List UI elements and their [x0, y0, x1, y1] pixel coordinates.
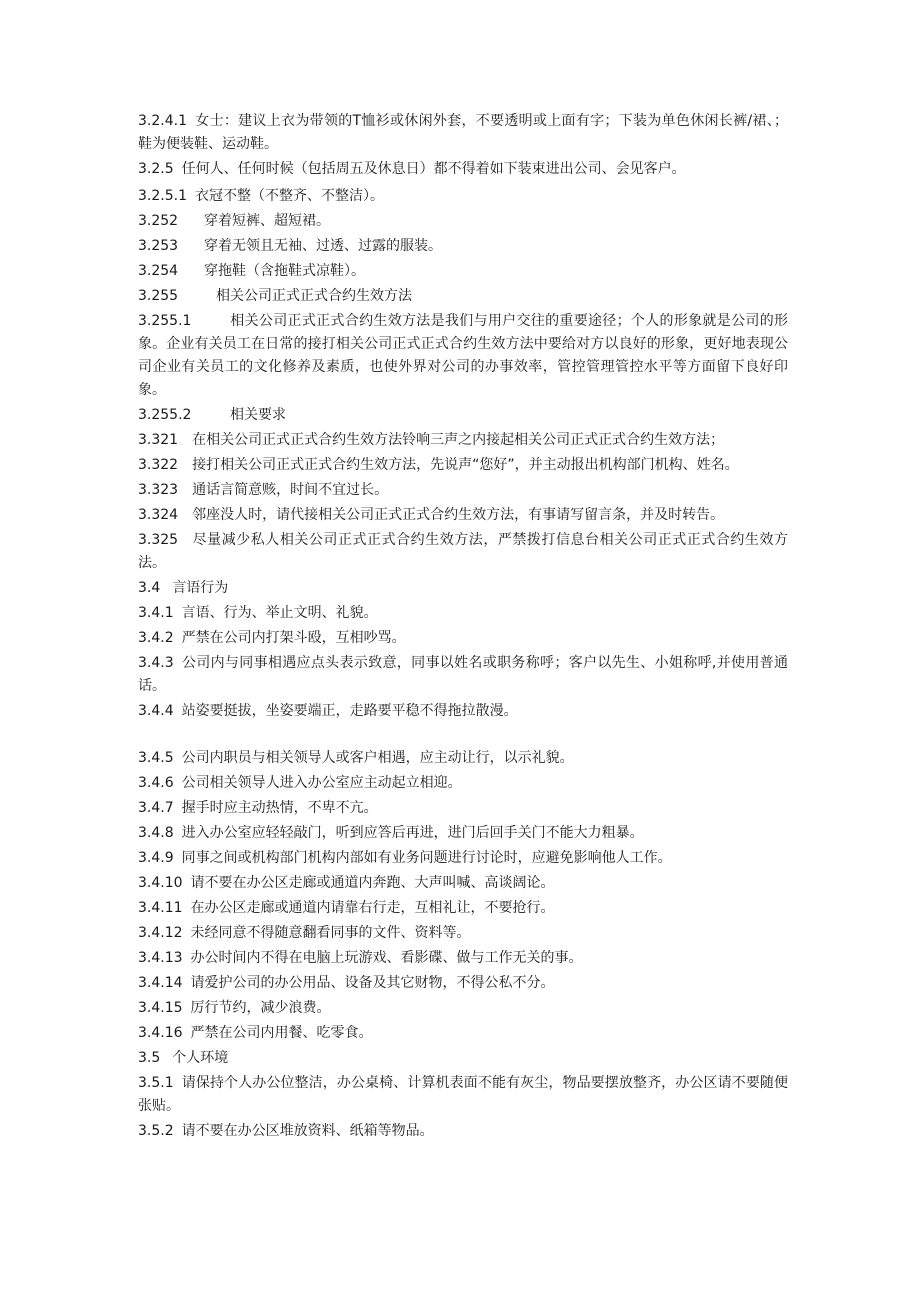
clause-3-322: 3.322 接打相关公司正式正式合约生效方法，先说声“您好”，并主动报出机构部门机构、姓名。	[138, 457, 739, 473]
clause-3-5-2: 3.5.2 请不要在办公区堆放资料、纸箱等物品。	[138, 1123, 434, 1139]
clause-3-4-10: 3.4.10 请不要在办公区走廊或通道内奔跑、大声叫喊、高谈阔论。	[138, 875, 555, 891]
clause-3-252: 3.252 穿着短裤、超短裙。	[138, 213, 330, 229]
clause-3-4-7: 3.4.7 握手时应主动热情，不卑不亢。	[138, 800, 378, 816]
clause-3-4-16: 3.4.16 严禁在公司内用餐、吃零食。	[138, 1025, 373, 1041]
clause-3-4-13: 3.4.13 办公时间内不得在电脑上玩游戏、看影碟、做与工作无关的事。	[138, 950, 583, 966]
clause-3-4-9: 3.4.9 同事之间或机构部门机构内部如有业务问题进行讨论时，应避免影响他人工作。	[138, 850, 672, 866]
clause-3-325: 3.325 尽量减少私人相关公司正式正式合约生效方法，严禁拨打信息台相关公司正式正式合约生效方法。	[138, 532, 788, 571]
clause-3-255-1: 3.255.1 相关公司正式正式合约生效方法是我们与用户交往的重要途径；个人的形象就是公司的形象。企业有关员工在日常的接打相关公司正式正式合约生效方法中要给对方以良好的形象，更好地表现公司企业有关员工的文化修养及素质，也使外界对公司的办事效率，管控管理管控水平等方面留下良好印象。	[138, 313, 788, 398]
clause-3-4-2: 3.4.2 严禁在公司内打架斗殴，互相吵骂。	[138, 630, 406, 646]
clause-3-5-1: 3.5.1 请保持个人办公位整洁，办公桌椅、计算机表面不能有灰尘，物品要摆放整齐，办公区请不要随便张贴。	[138, 1075, 788, 1114]
clause-3-4-5: 3.4.5 公司内职员与相关领导人或客户相遇，应主动让行，以示礼貌。	[138, 750, 574, 766]
clause-3-255: 3.255 相关公司正式正式合约生效方法	[138, 288, 412, 304]
clause-3-4-8: 3.4.8 进入办公室应轻轻敲门，听到应答后再进，进门后回手关门不能大力粗暴。	[138, 825, 644, 841]
clause-3-4-15: 3.4.15 厉行节约，减少浪费。	[138, 1000, 331, 1016]
clause-3-4-1: 3.4.1 言语、行为、举止文明、礼貌。	[138, 605, 378, 621]
clause-3-2-4-1: 3.2.4.1 女士：建议上衣为带领的T恤衫或休闲外套，不要透明或上面有字；下装为单色休闲长裤/裙、；鞋为便装鞋、运动鞋。	[138, 113, 788, 152]
clause-3-4-4: 3.4.4 站姿要挺拔，坐姿要端正，走路要平稳不得拖拉散漫。	[138, 703, 518, 719]
clause-3-4-3: 3.4.3 公司内与同事相遇应点头表示致意，同事以姓名或职务称呼；客户以先生、小姐称呼,并使用普通话。	[138, 655, 788, 694]
clause-3-4-11: 3.4.11 在办公区走廊或通道内请靠右行走，互相礼让，不要抢行。	[138, 900, 555, 916]
clause-3-323: 3.323 通话言简意赅，时间不宜过长。	[138, 482, 389, 498]
clause-3-321: 3.321 在相关公司正式正式合约生效方法铃响三声之内接起相关公司正式正式合约生效方法；	[138, 432, 725, 448]
clause-3-253: 3.253 穿着无领且无袖、过透、过露的服装。	[138, 238, 442, 254]
clause-3-4-12: 3.4.12 未经同意不得随意翻看同事的文件、资料等。	[138, 925, 471, 941]
clause-3-255-2: 3.255.2 相关要求	[138, 407, 286, 423]
clause-3-324: 3.324 邻座没人时，请代接相关公司正式正式合约生效方法，有事请写留言条，并及时转告。	[138, 507, 725, 523]
clause-3-2-5: 3.2.5 任何人、任何时候（包括周五及休息日）都不得着如下装束进出公司、会见客户。	[138, 161, 686, 177]
clause-3-2-5-1: 3.2.5.1 衣冠不整（不整齐、不整洁）。	[138, 188, 384, 204]
clause-3-4-14: 3.4.14 请爱护公司的办公用品、设备及其它财物，不得公私不分。	[138, 975, 555, 991]
clause-3-4-6: 3.4.6 公司相关领导人进入办公室应主动起立相迎。	[138, 775, 462, 791]
section-3-5-heading: 3.5 个人环境	[138, 1050, 229, 1066]
clause-3-254: 3.254 穿拖鞋（含拖鞋式凉鞋）。	[138, 263, 365, 279]
document-body	[138, 110, 788, 1145]
section-3-4-heading: 3.4 言语行为	[138, 580, 229, 596]
